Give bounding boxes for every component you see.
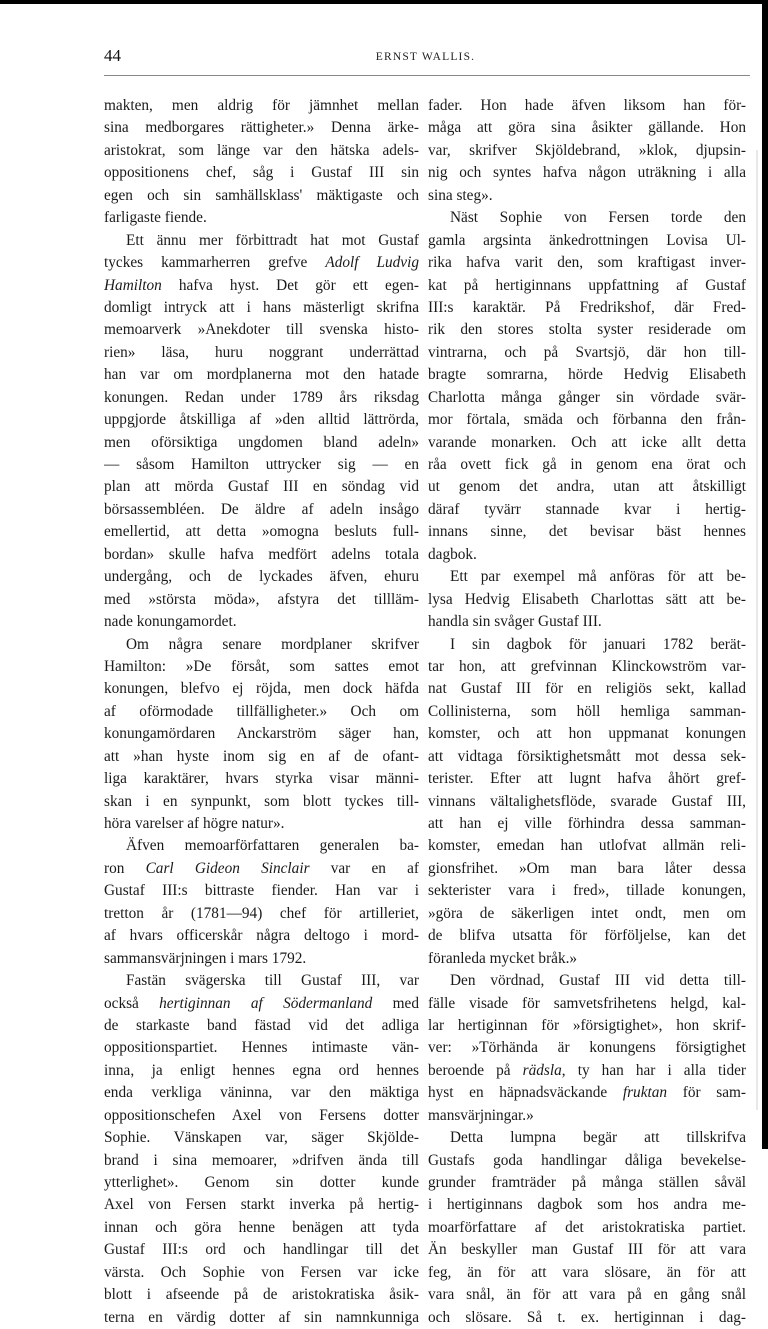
text-line: Gustafs goda handlingar dåliga bevekelse- (428, 1151, 746, 1169)
text-line: nat Gustaf III för en religiös sekt, kallad (428, 680, 746, 698)
page-header (104, 46, 747, 68)
text-line: sina steg». (428, 186, 493, 204)
text-line: mor förtala, smäda och förbanna den från- (428, 411, 746, 429)
text-line: i hertiginnans dagbok som hos andra me- (428, 1196, 746, 1214)
text-line: rik den stores stolta syster residerade om (428, 321, 746, 339)
text-line: konungen, blefvo ej röjda, men dock häfda (104, 680, 419, 698)
text-line: tretton år (1781—94) chef för artilleriet, (104, 904, 419, 922)
text-line: blott i afseende på de aristokratiska åsik- (104, 1286, 419, 1304)
text-line: feg, än för att vara slösare, än för att (428, 1263, 746, 1281)
text-line: att vidtaga försiktighetsmått mot dessa sek- (428, 747, 746, 765)
text-line: beroende på rädsla, ty han har i alla tider (428, 1061, 746, 1079)
text-line: Sophie. Vänskapen var, säger Skjölde- (104, 1129, 419, 1147)
text-line: oppositionschefen Axel von Fersens dotter (104, 1106, 419, 1124)
text-line: Ett ännu mer förbittradt hat mot Gustaf (126, 231, 419, 249)
text-line: dagbok. (428, 545, 477, 563)
text-line: vintrarna, och på Svartsjö, där hon till- (428, 343, 746, 361)
text-line: sammansvärjningen i mars 1792. (104, 949, 307, 967)
text-line: konungamördaren Anckarström säger han, (104, 725, 419, 743)
text-line: Charlotta många gånger sin vördade svär- (428, 388, 746, 406)
text-line: nade konungamordet. (104, 613, 237, 631)
text-column-left (104, 95, 419, 1329)
text-line: vara snål, än för att vara på en gång snål (428, 1286, 746, 1304)
text-line: med »största möda», afstyra det tillläm- (104, 590, 419, 608)
text-line: tar hon, att grefvinnan Klinckowström var- (428, 657, 746, 675)
text-line: grunder framträder på många ställen såväl (428, 1174, 746, 1191)
text-line: lysa Hedvig Elisabeth Charlottas sätt att be- (428, 590, 746, 608)
text-line: rika hafva varit den, som kraftigast inver- (428, 254, 746, 272)
text-line: fälle visade för samvetsfrihetens helgd, kal- (428, 994, 746, 1012)
text-line: handla sin svåger Gustaf III. (428, 613, 602, 631)
page-gutter-shadow (756, 150, 758, 1110)
text-line: innan och göra henne benägen att tyda (104, 1218, 419, 1236)
text-line: nig och syntes hafva någon uträkning i alla (428, 164, 746, 182)
text-line: komster, och att hon uppmanat konungen (428, 725, 746, 743)
text-line: terister. Efter att lugnt hafva åhört gref- (428, 770, 746, 788)
text-line: uppgjorde åtskilliga af »den alltid lättrörda, (104, 411, 419, 429)
text-line: höra varelser af högre natur». (104, 815, 285, 832)
text-line: varande monarken. Och att icke allt detta (428, 433, 746, 451)
text-line: Collinisterna, som höll hemliga samman- (428, 702, 746, 720)
text-line: kat på hertiginnans uppfattning af Gustaf (428, 276, 746, 294)
text-line: Axel von Fersen starkt inverka på hertig- (104, 1196, 419, 1214)
text-line: ytterlighet». Genom sin dotter kunde (104, 1174, 419, 1191)
text-line: emellertid, att detta »omogna besluts full- (104, 523, 419, 541)
text-line: plan att mörda Gustaf III en söndag vid (104, 478, 419, 496)
text-line: af hvars officerskår några deltogo i mord- (104, 927, 419, 945)
text-line: af oförmodade tillfälligheter.» Och om (104, 702, 419, 720)
text-column-right (428, 95, 746, 1329)
text-line: de starkaste band fästad vid det adliga (104, 1016, 419, 1034)
text-line: Hamilton: »De försåt, som sattes emot (104, 657, 419, 675)
text-line: Ett par exempel må anföras för att be- (450, 568, 746, 586)
text-line: och slösare. Så t. ex. hertiginnan i dag- (428, 1308, 746, 1326)
text-line: hyst en häpnadsväckande fruktan för sam- (428, 1084, 746, 1102)
text-line: måga att göra sina åsikter gällande. Hon (428, 119, 746, 137)
text-line: egen och sin samhällsklass' mäktigaste och (104, 186, 419, 204)
text-line: råa ovett fick gå in genom ena örat och (428, 456, 746, 473)
text-line: domligt intryck att i hans mästerligt skrifna (104, 298, 419, 316)
text-line: ut genom det andra, utan att åtskilligt (428, 478, 746, 496)
running-title: ERNST WALLIS. (375, 51, 476, 63)
text-line: oppositionens chef, såg i Gustaf III sin (104, 164, 419, 182)
text-line: bordan» skulle hafva medfört adelns totala (104, 545, 419, 563)
text-line: oppositionspartiet. Hennes intimaste vän- (104, 1039, 419, 1057)
text-line: I sin dagbok för januari 1782 berät- (450, 635, 746, 653)
text-line: var, skrifver Skjöldebrand, »klok, djupsin- (428, 141, 746, 159)
text-line: liga karaktärer, hvars styrka visar männi- (104, 770, 419, 788)
page-number: 44 (104, 46, 121, 65)
text-line: enda verkliga väninna, var den mäktiga (104, 1084, 419, 1102)
text-line: Den vördnad, Gustaf III vid detta till- (450, 972, 746, 990)
text-line: vinnans vältalighetsflöde, svarade Gustaf III, (428, 792, 746, 810)
text-line: farligaste fiende. (104, 209, 207, 227)
text-line: memoarverk »Anekdoter till svenska histo- (104, 321, 419, 339)
text-line: tyckes kammarherren grefve Adolf Ludvig (104, 254, 419, 272)
text-line: också hertiginnan af Södermanland med (104, 994, 419, 1012)
text-line: undergång, och de lyckades äfven, ehuru (104, 568, 419, 586)
text-line: Fastän svägerska till Gustaf III, var (126, 972, 419, 990)
scan-top-edge (0, 0, 768, 4)
text-line: bragte somrarna, hörde Hedvig Elisabeth (428, 366, 746, 384)
text-line: innans sinne, det bevisar bäst hennes (428, 523, 746, 541)
text-line: rien» läsa, huru noggrant underrättad (104, 343, 419, 361)
text-line: komster, emedan han utlofvat allmän reli- (428, 837, 746, 855)
text-line: makten, men aldrig för jämnhet mellan (104, 97, 419, 114)
text-line: Gustaf III:s bittraste fiender. Han var i (104, 882, 419, 900)
text-line: mansvärjningar.» (428, 1106, 534, 1124)
text-line: skan i en synpunkt, som blott tyckes till- (104, 792, 419, 810)
text-line: gionsfrihet. »Om man bara låter dessa (428, 859, 746, 877)
text-line: att han ej ville förhindra dessa samman- (428, 815, 746, 832)
text-line: att »han hyste inom sig en af de ofant- (104, 747, 419, 765)
text-line: han var om mordplanerna mot den hatade (104, 366, 419, 384)
text-line: ver: »Törhända är konungens försigtighet (428, 1039, 746, 1057)
text-line: Näst Sophie von Fersen torde den (450, 209, 746, 227)
text-line: Gustaf III:s ord och handlingar till det (104, 1241, 419, 1259)
text-line: ron Carl Gideon Sinclair var en af (104, 859, 419, 877)
header-rule (104, 75, 750, 76)
text-line: terna en värdig dotter af sin namnkunniga (104, 1308, 419, 1326)
text-line: Detta lumpna begär att tillskrifva (450, 1129, 746, 1147)
text-line: men oförsiktiga ungdomen bland adeln» (104, 433, 419, 451)
text-line: däraf tyvärr stannade kvar i hertig- (428, 500, 746, 518)
text-line: fader. Hon hade äfven liksom han för- (428, 97, 746, 114)
text-line: börsassembléen. De äldre af adeln insågo (104, 500, 419, 518)
text-line: sina medborgares rättigheter.» Denna ärke- (104, 119, 419, 137)
text-line: lar hertiginnan för »försigtighet», hon skrif- (428, 1016, 746, 1034)
text-line: Äfven memoarförfattaren generalen ba- (126, 837, 419, 855)
text-line: — såsom Hamilton uttrycker sig — en (104, 456, 419, 473)
text-line: »göra de säkerligen intet ondt, men om (428, 904, 746, 922)
text-line: föranleda mycket bråk.» (428, 949, 578, 967)
text-line: värsta. Och Sophie von Fersen var icke (104, 1263, 419, 1281)
text-line: brand i sina memoarer, »drifven ända till (104, 1151, 419, 1169)
scan-right-edge (762, 0, 768, 1149)
text-line: Än beskyller man Gustaf III för att vara (428, 1241, 746, 1259)
text-line: de blifva utsatta för förföljelse, kan det (428, 927, 746, 945)
text-line: III:s karaktär. På Fredrikshof, där Fred- (428, 298, 746, 316)
text-line: gamla argsinta änkedrottningen Lovisa Ul- (428, 231, 746, 249)
text-line: konungen. Redan under 1789 års riksdag (104, 388, 419, 406)
text-line: moarförfattare af det aristokratiska partiet. (428, 1218, 746, 1236)
text-line: sekterister vara i fred», tillade konungen, (428, 882, 746, 900)
text-line: aristokrat, som länge var den hätska adels- (104, 141, 419, 159)
text-line: Om några senare mordplaner skrifver (126, 635, 419, 653)
text-line: inna, ja enligt hennes egna ord hennes (104, 1061, 419, 1079)
text-line: Hamilton hafva hyst. Det gör ett egen- (104, 276, 419, 294)
